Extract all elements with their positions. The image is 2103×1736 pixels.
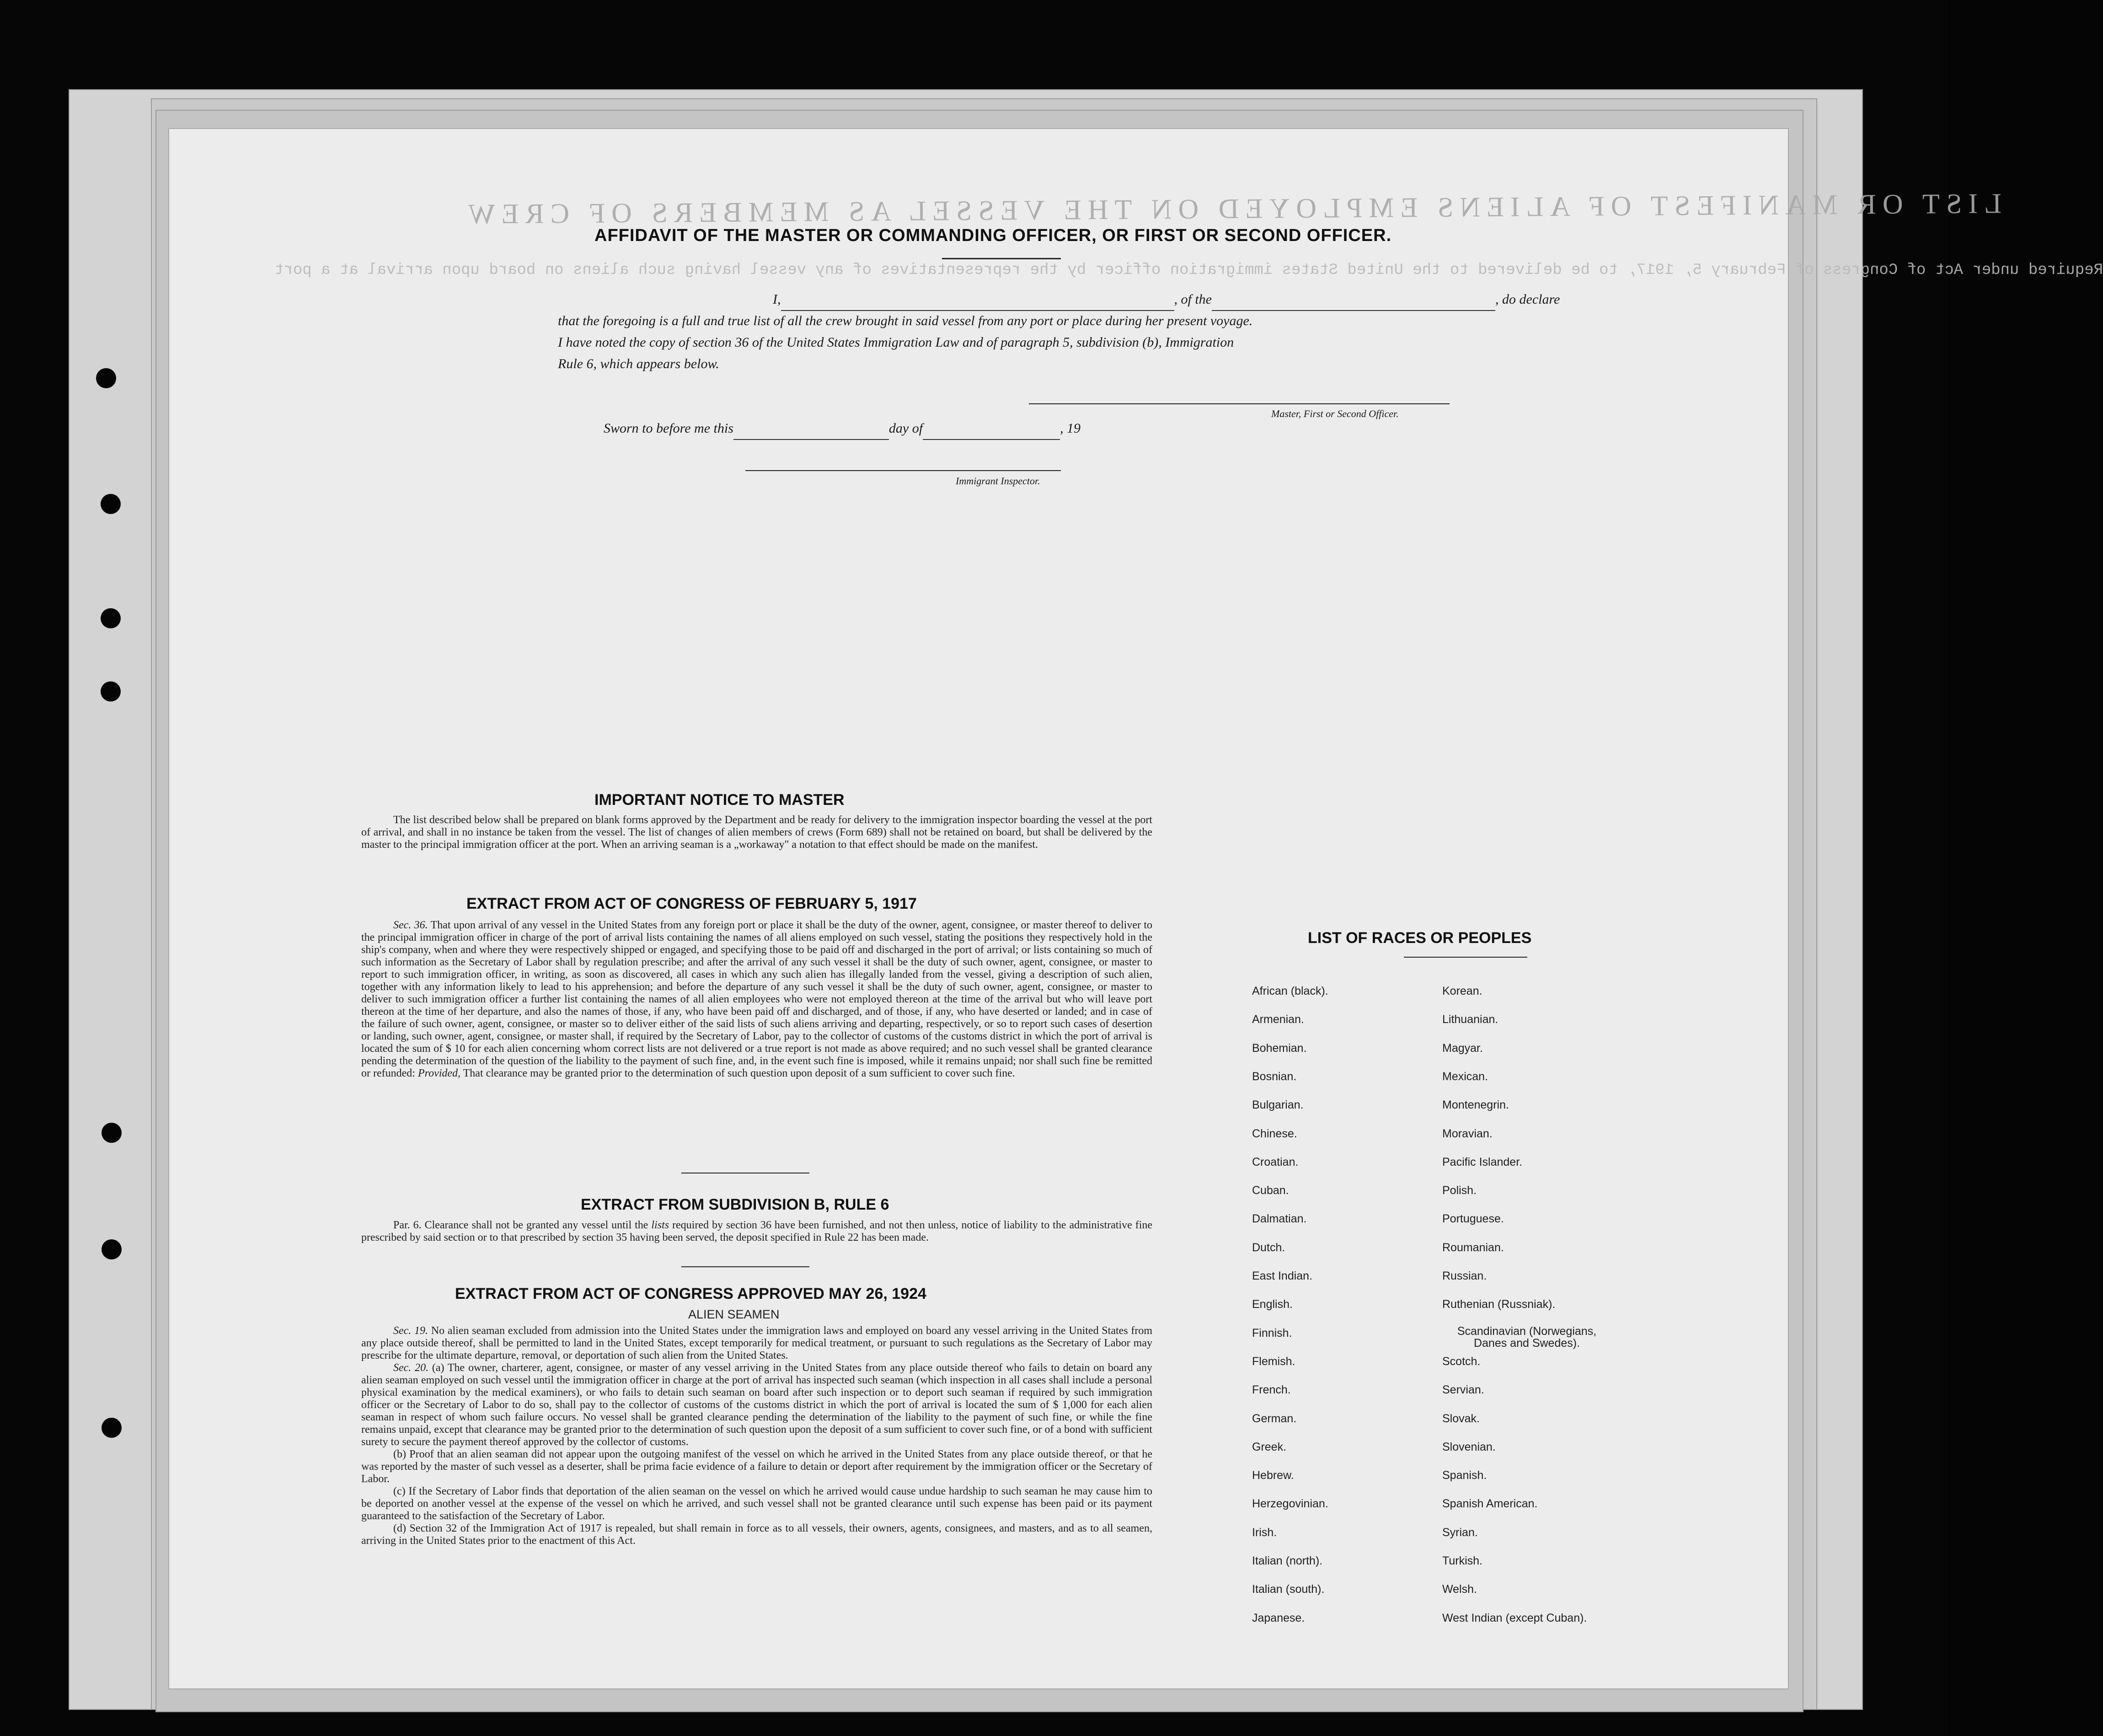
race-item: Magyar. (1442, 1042, 1483, 1055)
race-item: Roumanian. (1442, 1241, 1504, 1254)
race-item: Turkish. (1442, 1554, 1482, 1567)
date-blank (733, 439, 889, 440)
sworn-year: , 19 (1060, 421, 1081, 436)
proviso-text: That clearance may be granted prior to the determination of such question upon deposit of a sum sufficient to cover such fine. (463, 1067, 1015, 1079)
race-item: Montenegrin. (1442, 1098, 1509, 1111)
notice-text (361, 814, 1152, 851)
extract-1924-title: EXTRACT FROM ACT OF CONGRESS APPROVED MAY 26, 1924 (455, 1285, 926, 1302)
race-item: Korean. (1442, 985, 1482, 997)
sec-20c-text: (c) If the Secretary of Labor finds that deportation of the alien seaman on the vessel on which he arrived would cause undue hardship to such seaman he may cause him to be deported on another vessel at the expense of the vessel on which he arrived, and such vessel shall not be granted clearance until such expense has been paid or its payment guaranteed to the satisfaction of the Secretary of Labor. (361, 1485, 1152, 1522)
extract-1924-text (361, 1325, 1152, 1547)
affidavit-title: AFFIDAVIT OF THE MASTER OR COMMANDING OFFICER, OR FIRST OR SECOND OFFICER. (594, 226, 1392, 245)
race-item: Dalmatian. (1252, 1212, 1307, 1225)
race-item: Lithuanian. (1442, 1013, 1498, 1026)
extract-1917-title: EXTRACT FROM ACT OF CONGRESS OF FEBRUARY 5, 1917 (466, 895, 917, 912)
race-item: Moravian. (1442, 1127, 1493, 1140)
affidavit-declare: , do declare (1495, 292, 1560, 307)
race-item: Russian. (1442, 1270, 1487, 1282)
race-item: West Indian (except Cuban). (1442, 1612, 1587, 1624)
rule-6-post: required by section 36 have been furnished, and not then unless, notice of liability to the administrative fine prescribed by said section or to that prescribed by section 35 having been served, the deposit specified in Rule 22 has been made. (361, 1219, 1153, 1243)
race-item: Cuban. (1252, 1184, 1289, 1197)
affidavit-line-4: Rule 6, which appears below. (558, 356, 719, 371)
sworn-text: Sworn to before me this (604, 421, 733, 436)
sec-36-label: Sec. 36. (393, 919, 428, 931)
affidavit-line-3: I have noted the copy of section 36 of the United States Immigration Law and of paragraph 5, subdivision (b), Immigration (558, 335, 1234, 350)
divider (942, 258, 1061, 259)
race-item: Ruthenian (Russniak). (1442, 1298, 1556, 1311)
month-blank (923, 439, 1060, 440)
rule-6-pre: Par. 6. Clearance shall not be granted any vessel until the (393, 1219, 648, 1231)
race-item: Dutch. (1252, 1241, 1285, 1254)
race-item: Portuguese. (1442, 1212, 1504, 1225)
race-item: Pacific Islander. (1442, 1156, 1523, 1168)
race-item: Bosnian. (1252, 1070, 1297, 1083)
race-item: Italian (south). (1252, 1583, 1325, 1596)
race-item: Scandinavian (Norwegians, Danes and Swedes). (1457, 1325, 1597, 1350)
notice-title: IMPORTANT NOTICE TO MASTER (594, 791, 845, 809)
sworn-line (604, 417, 1335, 440)
race-item: Slovak. (1442, 1412, 1480, 1425)
race-item: Scotch. (1442, 1355, 1481, 1368)
race-item: Welsh. (1442, 1583, 1477, 1596)
race-item: Croatian. (1252, 1156, 1299, 1168)
race-item: Chinese. (1252, 1127, 1297, 1140)
punch-hole (102, 1239, 122, 1259)
notice-paragraph: The list described below shall be prepared on blank forms approved by the Department and be ready for delivery to the immigration inspector boarding the vessel at the port of arrival, and shall in no instance be taken from the vessel. The list of changes of alien members of crews (Form 689) shall not be retained on board, but shall be delivered by the master to the principal immigration officer at the port. When an arriving seaman is a „workaway" a notation to that effect should be made on the manifest. (361, 814, 1152, 851)
race-item: German. (1252, 1412, 1297, 1425)
race-item: Bohemian. (1252, 1042, 1307, 1055)
punch-hole (101, 681, 121, 702)
rule-6-text (361, 1219, 1152, 1244)
punch-hole (102, 1123, 122, 1143)
race-item: Mexican. (1442, 1070, 1488, 1083)
rule-6-title: EXTRACT FROM SUBDIVISION B, RULE 6 (581, 1196, 889, 1213)
race-item: Irish. (1252, 1526, 1277, 1539)
race-item: Japanese. (1252, 1612, 1305, 1624)
signer-caption: Master, First or Second Officer. (1271, 408, 1399, 419)
race-item: Herzegovinian. (1252, 1497, 1328, 1510)
document-page (169, 129, 2103, 1688)
proviso-label: Provided, (417, 1067, 461, 1079)
race-item: African (black). (1252, 985, 1328, 997)
race-item: Bulgarian. (1252, 1098, 1304, 1111)
race-item: Italian (north). (1252, 1554, 1323, 1567)
race-item: Finnish. (1252, 1327, 1292, 1340)
sec-20-label: Sec. 20. (393, 1362, 429, 1374)
race-item: English. (1252, 1298, 1293, 1311)
bleed-through-text: Required under Act of Congress of February 5, 1917, to be delivered to the United States immigration officer by the representatives of any vessel having such aliens on board upon arrival at a port (274, 262, 2103, 279)
race-item: Greek. (1252, 1441, 1287, 1453)
sec-20d-text: (d) Section 32 of the Immigration Act of 1917 is repealed, but shall remain in force as to all vessels, their owners, agents, consignees, and masters, and as to all seamen, arriving in the United States prior to the enactment of this Act. (361, 1522, 1152, 1547)
inspector-caption: Immigrant Inspector. (956, 475, 1040, 487)
race-item: East Indian. (1252, 1270, 1313, 1282)
race-item: French. (1252, 1383, 1291, 1396)
affidavit-i: I, (773, 292, 781, 307)
race-item: Servian. (1442, 1383, 1484, 1396)
sec-20a-text: (a) The owner, charterer, agent, consignee, or master of any vessel arriving in the United States from any place outside thereof who fails to detain on board any alien seaman employed on such vessel until the immigration officer in charge at the port of arrival has inspected such seaman (which inspection in all cases shall include a personal physical examination by the medical examiners), or who fails to detain such seaman on board after such inspection or to deport such seaman if required by such immigration officer or the Secretary of Labor to do so, shall pay to the collector of customs of the customs district in which the port of arrival is located the sum of $ 1,000 for each alien seaman in respect of whom such failure occurs. No vessel shall be granted clearance pending the determination of the liability to the payment of such fine, or while the fine remains unpaid, except that clearance may be granted prior to the determination of such question upon the deposit of a sum sufficient to cover such fine, or of a bond with sufficient surety to secure the payment thereof approved by the collector of customs. (361, 1362, 1153, 1448)
race-item: Slovenian. (1442, 1441, 1496, 1453)
alien-seamen-subtitle: ALIEN SEAMEN (688, 1307, 780, 1321)
sec-36-text: That upon arrival of any vessel in the United States from any foreign port or place it shall be the duty of the owner, agent, consignee, or master thereof to deliver to the principal immigration officer in charge of the port of arrival lists containing the names of all aliens employed on such vessel, stating the positions they respectively hold in the ship's company, when and where they were respectively shipped or engaged, and specifying those to be paid off and discharged in the port of arrival; or lists containing so much of such information as the Secretary of Labor shall by regulation prescribe; and after the arrival of any such vessel it shall be the duty of such owner, agent, consignee, or master to report to such immigration officer, in writing, as soon as discovered, all cases in which any such alien has illegally landed from the vessel, giving a description of such alien, together with any information likely to lead to his apprehension; and before the departure of any such vessel it shall be the duty of such owner, agent, consignee, or master to deliver to such immigration officer a further list containing the names of all alien employees who were not employed thereon at the time of the arrival but who will leave port thereon at the time of her departure, and also the names of those, if any, who have been paid off and discharged, and of those, if any, who have deserted or landed; and in case of the failure of such owner, agent, consignee, or master so to deliver either of the said lists of such aliens arriving and departing, respectively, or so to report such cases of desertion or landing, such owner, agent, consignee, or master shall, if required by the Secretary of Labor, pay to the collector of customs of the customs district in which the port of arrival is located the sum of $ 10 for each alien concerning whom correct lists are not delivered or a true report is not made as above required; and no such vessel shall be granted clearance pending the determination of the question of the liability to the payment of such fine, and, in the event such fine is imposed, while it remains unpaid; nor shall such fine be remitted or refunded: (361, 919, 1153, 1079)
race-item: Polish. (1442, 1184, 1477, 1197)
sworn-day: day of (888, 421, 923, 436)
affidavit-line-2: that the foregoing is a full and true list of all the crew brought in said vessel from any port or place during her present voyage. (558, 313, 1253, 328)
race-item: Armenian. (1252, 1013, 1304, 1026)
sec-19-text: No alien seaman excluded from admission into the United States under the immigration laws and employed on board any vessel arriving in the United States from any place outside thereof, shall be permitted to land in the United States, except temporarily for medical treatment, or pursuant to such regulations as the Secretary of Labor may prescribe for the ultimate departure, removal, or deportation of such alien from the United States. (361, 1325, 1153, 1361)
race-item: Hebrew. (1252, 1469, 1294, 1482)
sec-20b-text: (b) Proof that an alien seaman did not appear upon the outgoing manifest of the vessel on which he arrived in the United States from any place outside thereof, or that he was reported by the master of such vessel as a deserter, shall be prima facie evidence of a failure to detain or deport after requirement by the immigration officer or the Secretary of Labor. (361, 1448, 1152, 1485)
sec-19-label: Sec. 19. (393, 1325, 428, 1337)
divider (681, 1266, 809, 1267)
divider (1404, 957, 1527, 958)
punch-hole (96, 368, 116, 388)
race-item: Spanish American. (1442, 1497, 1538, 1510)
race-item: Spanish. (1442, 1469, 1487, 1482)
rule-6-lists: lists (651, 1219, 669, 1231)
bleed-through-title: LIST OR MANIFEST OF ALIENS EMPLOYED ON THE VESSEL AS MEMBERS OF CREW (461, 188, 2002, 230)
punch-hole (101, 494, 121, 514)
races-title: LIST OF RACES OR PEOPLES (1308, 929, 1532, 947)
punch-hole (101, 608, 121, 628)
affidavit-of-the: , of the (1174, 292, 1212, 307)
race-item: Syrian. (1442, 1526, 1478, 1539)
punch-hole (102, 1418, 122, 1438)
affidavit-line-1 (558, 288, 1628, 311)
extract-1917-text (361, 919, 1152, 1080)
race-item: Flemish. (1252, 1355, 1295, 1368)
